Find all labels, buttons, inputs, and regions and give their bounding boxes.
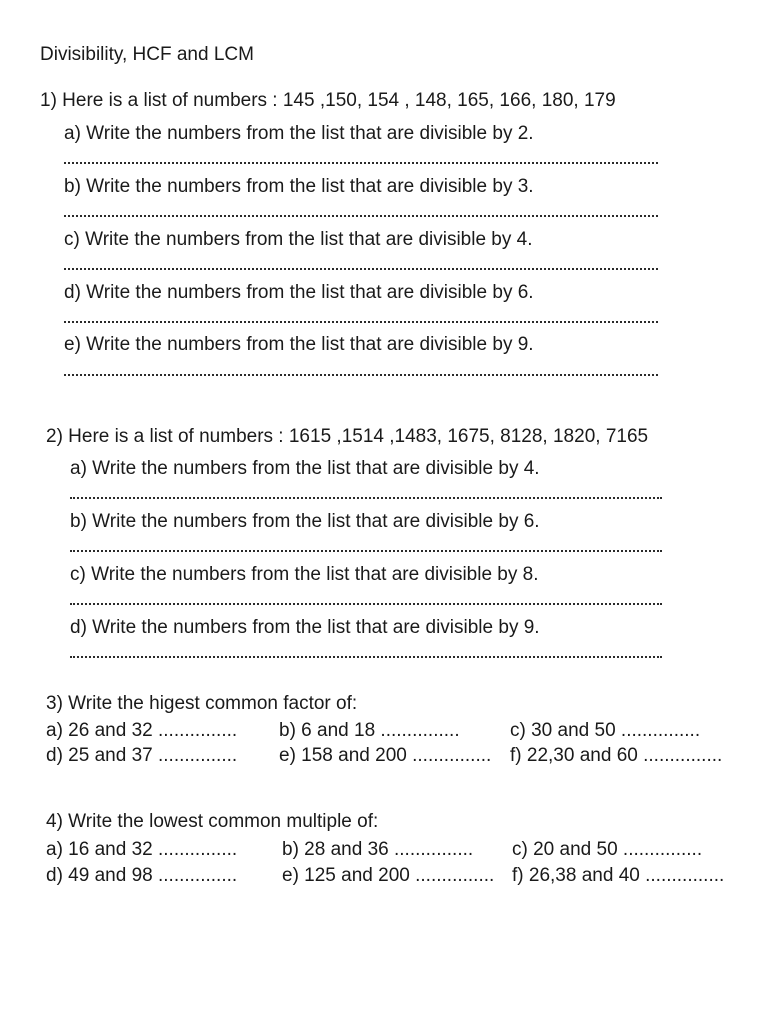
q2-answer-line-d[interactable] <box>70 656 662 658</box>
q1-part-c: c) Write the numbers from the list that are divisible by 4. <box>64 229 533 250</box>
q1-part-b: b) Write the numbers from the list that are divisible by 3. <box>64 176 534 197</box>
q3-item-a: a) 26 and 32 ............... <box>46 720 238 741</box>
q4-item-c: c) 20 and 50 ............... <box>512 839 703 860</box>
q2-answer-line-b[interactable] <box>70 550 662 552</box>
q2-answer-line-a[interactable] <box>70 497 662 499</box>
q4-item-b: b) 28 and 36 ............... <box>282 839 474 860</box>
page-title: Divisibility, HCF and LCM <box>40 44 254 65</box>
q4-item-f: f) 26,38 and 40 ............... <box>512 865 725 886</box>
q4-item-a: a) 16 and 32 ............... <box>46 839 238 860</box>
q1-part-d: d) Write the numbers from the list that are divisible by 6. <box>64 282 534 303</box>
q1-answer-line-d[interactable] <box>64 321 658 323</box>
q1-part-a: a) Write the numbers from the list that are divisible by 2. <box>64 123 534 144</box>
q3-item-f: f) 22,30 and 60 ............... <box>510 745 723 766</box>
q2-answer-line-c[interactable] <box>70 603 662 605</box>
q3-item-e: e) 158 and 200 ............... <box>279 745 492 766</box>
q3-item-d: d) 25 and 37 ............... <box>46 745 238 766</box>
q2-part-d: d) Write the numbers from the list that are divisible by 9. <box>70 617 540 638</box>
q1-heading: 1) Here is a list of numbers : 145 ,150, 154 , 148, 165, 166, 180, 179 <box>40 90 616 111</box>
q3-item-c: c) 30 and 50 ............... <box>510 720 701 741</box>
q1-answer-line-b[interactable] <box>64 215 658 217</box>
q1-answer-line-c[interactable] <box>64 268 658 270</box>
q2-part-c: c) Write the numbers from the list that are divisible by 8. <box>70 564 539 585</box>
q4-item-d: d) 49 and 98 ............... <box>46 865 238 886</box>
q1-answer-line-e[interactable] <box>64 374 658 376</box>
q3-item-b: b) 6 and 18 ............... <box>279 720 460 741</box>
q2-part-a: a) Write the numbers from the list that are divisible by 4. <box>70 458 540 479</box>
q4-heading: 4) Write the lowest common multiple of: <box>46 811 379 832</box>
q3-heading: 3) Write the higest common factor of: <box>46 693 358 714</box>
q4-item-e: e) 125 and 200 ............... <box>282 865 495 886</box>
q2-heading: 2) Here is a list of numbers : 1615 ,1514 ,1483, 1675, 8128, 1820, 7165 <box>46 426 649 447</box>
q1-part-e: e) Write the numbers from the list that are divisible by 9. <box>64 334 534 355</box>
q1-answer-line-a[interactable] <box>64 162 658 164</box>
q2-part-b: b) Write the numbers from the list that are divisible by 6. <box>70 511 540 532</box>
